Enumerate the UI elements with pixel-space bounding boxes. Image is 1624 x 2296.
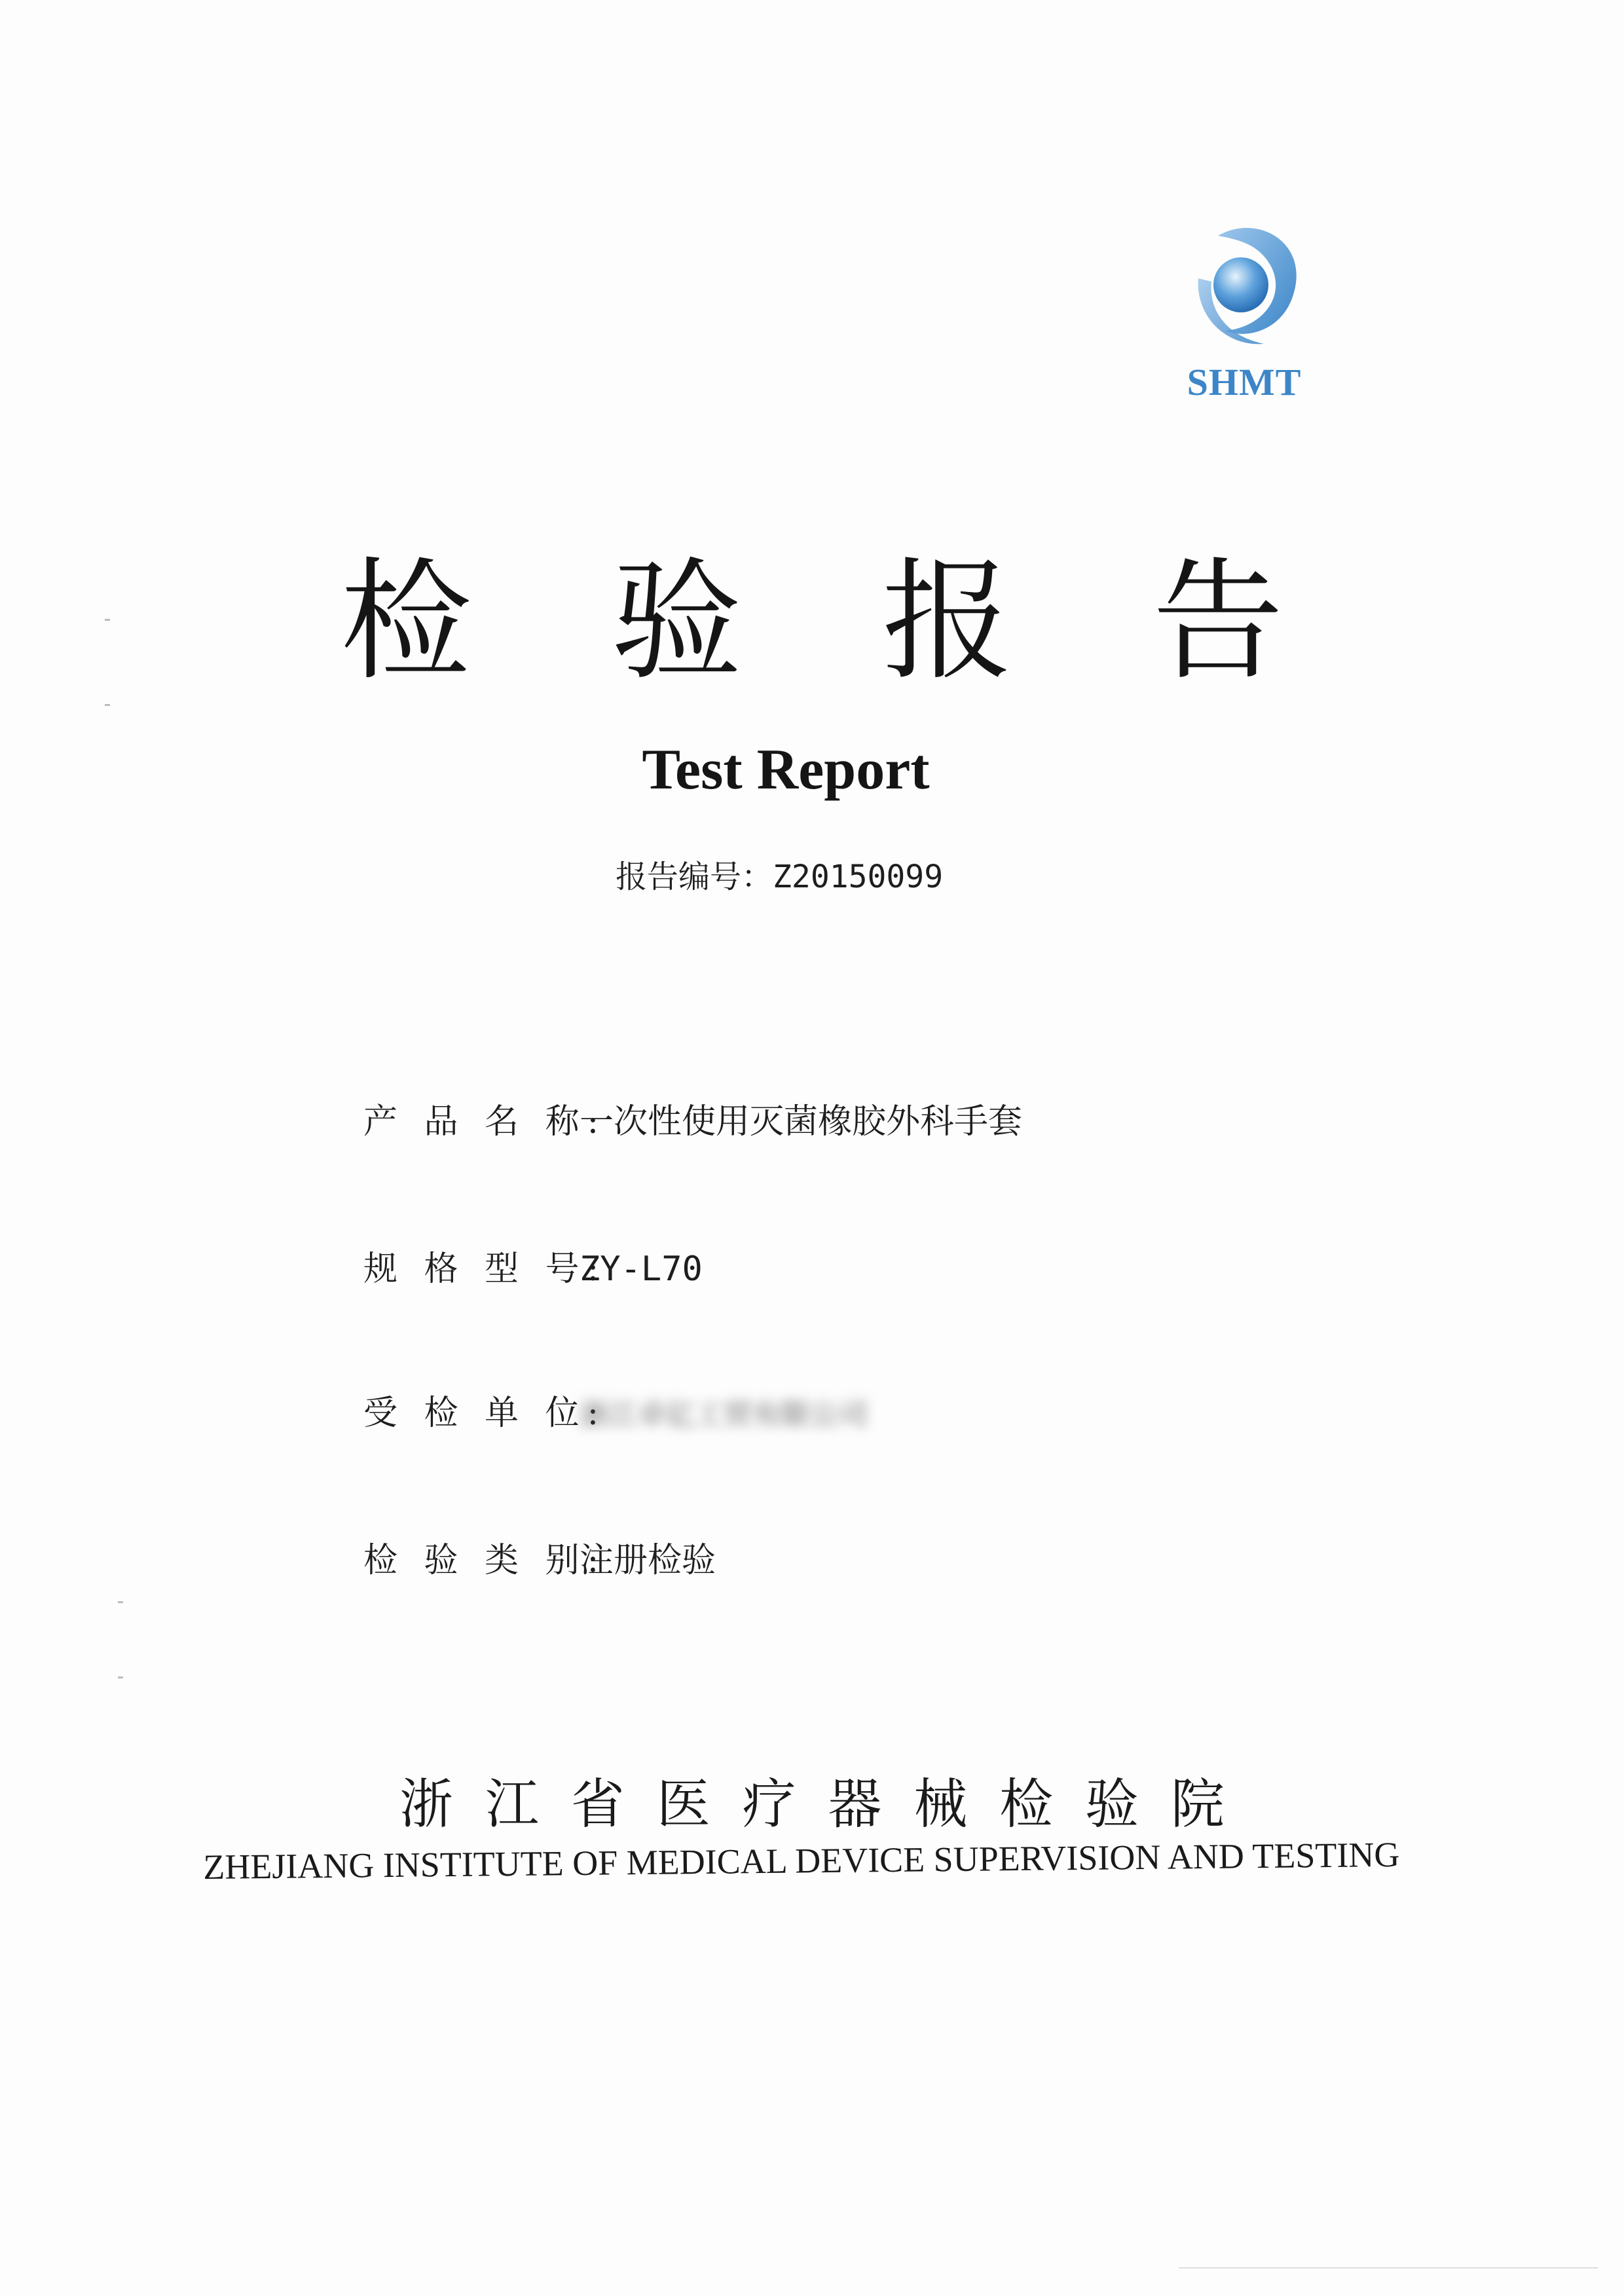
- scan-speck: [118, 1601, 123, 1603]
- field-model: [363, 1241, 703, 1290]
- field-inspection-type: [363, 1532, 716, 1582]
- logo-text: SHMT: [1187, 361, 1302, 403]
- scan-speck: [118, 1676, 123, 1678]
- institute-char: 江: [485, 1773, 539, 1836]
- field-value: ZY-L70: [580, 1250, 703, 1289]
- institute-char: 医: [656, 1773, 710, 1836]
- report-number-value: Z20150099: [773, 859, 944, 895]
- report-number: [616, 851, 943, 897]
- field-inspected-unit: [363, 1385, 868, 1434]
- title-char: 检: [341, 546, 472, 698]
- institute-name-chinese: [399, 1762, 1225, 1838]
- institute-char: 器: [828, 1773, 882, 1836]
- institute-char: 浙: [399, 1773, 454, 1836]
- field-label: 规 格 型 号:: [363, 1250, 607, 1289]
- page-title-english: Test Report: [642, 738, 930, 802]
- shmt-logo: [1166, 216, 1323, 413]
- field-label: 受 检 单 位:: [363, 1394, 607, 1433]
- title-char: 告: [1152, 546, 1283, 698]
- field-value-redacted: 浙江卓亿工贸有限公司: [580, 1398, 868, 1432]
- field-value: 一次性使用灭菌橡胶外科手套: [580, 1102, 1023, 1141]
- field-value: 注册检验: [580, 1541, 716, 1580]
- scan-speck: [105, 704, 110, 706]
- page-title-chinese: [341, 546, 1283, 698]
- title-char: 验: [611, 546, 743, 698]
- title-char: 报: [881, 546, 1013, 698]
- field-product-name: [363, 1094, 1022, 1143]
- institute-char: 检: [999, 1773, 1054, 1836]
- institute-name-english: ZHEJIANG INSTITUTE OF MEDICAL DEVICE SUPERVISION AND TESTING: [203, 1834, 1400, 1887]
- institute-char: 省: [570, 1773, 625, 1836]
- field-label: 检 验 类 别:: [363, 1541, 607, 1580]
- institute-char: 疗: [742, 1773, 796, 1836]
- shmt-globe-icon: [1179, 216, 1310, 354]
- scan-line: [1179, 2267, 1598, 2268]
- institute-char: 验: [1085, 1773, 1139, 1836]
- institute-char: 院: [1170, 1773, 1225, 1836]
- scan-speck: [105, 619, 110, 621]
- field-label: 产 品 名 称:: [363, 1102, 607, 1141]
- institute-char: 械: [913, 1773, 968, 1836]
- report-number-label: 报告编号：: [616, 859, 773, 895]
